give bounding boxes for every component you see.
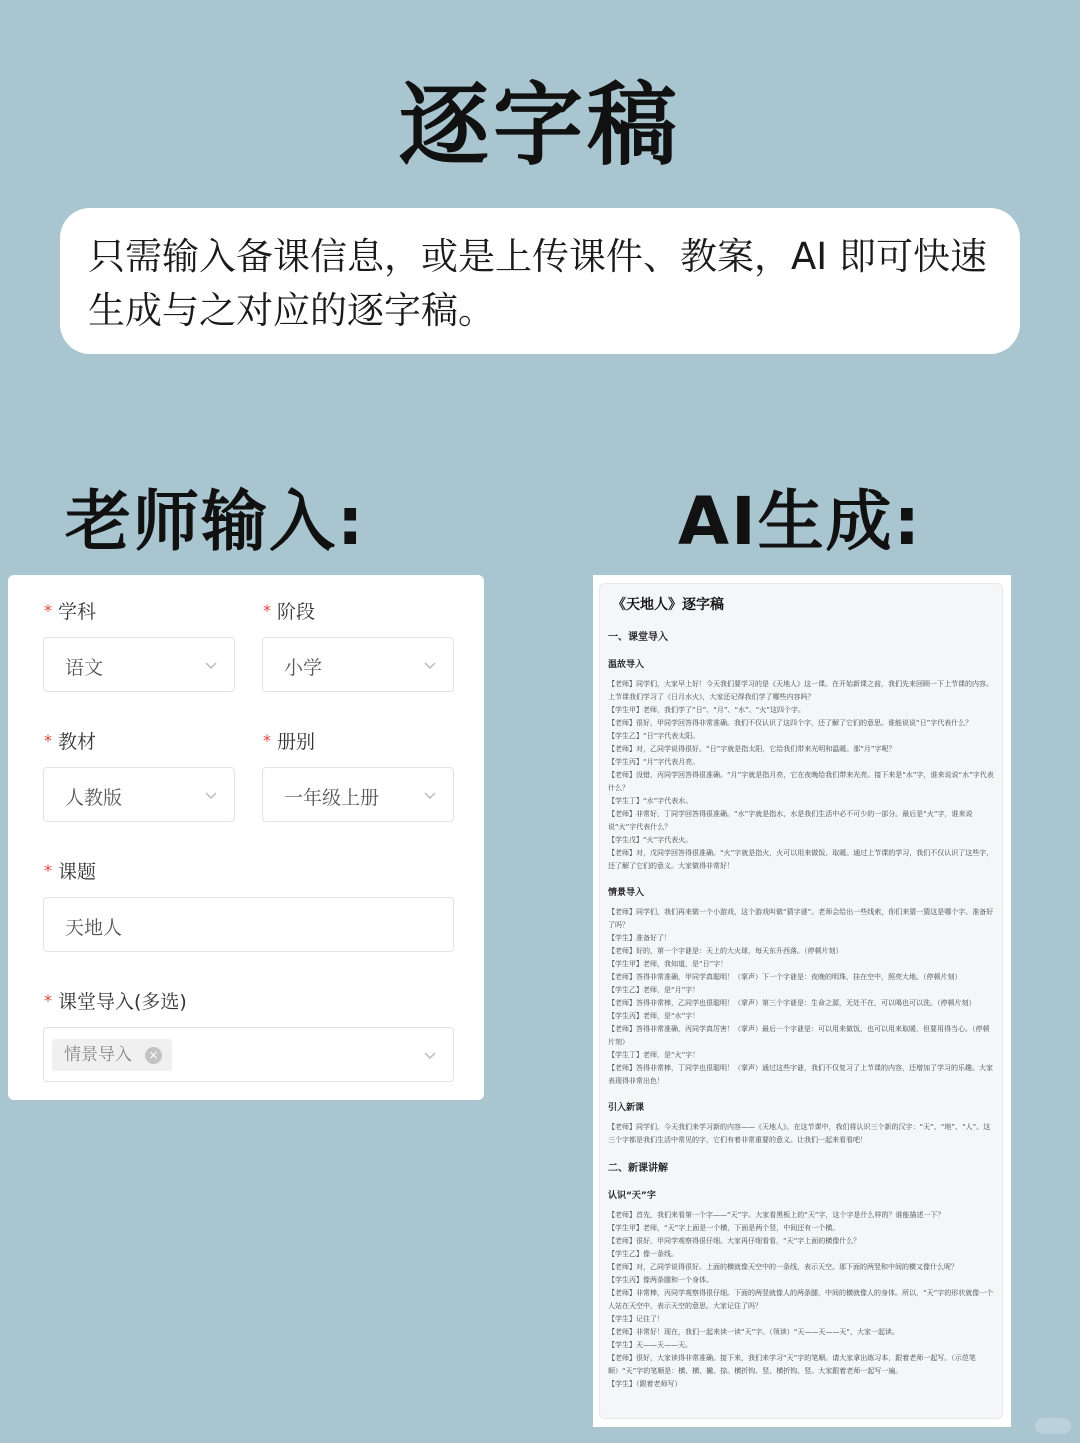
textbook-value: 人教版 — [65, 787, 123, 809]
description-text: 只需输入备课信息，或是上传课件、教案，AI 即可快速生成与之对应的逐字稿。 — [88, 235, 987, 332]
generated-document-frame — [593, 575, 1011, 1427]
teacher-input-heading: 老师输入: — [65, 483, 366, 560]
subject-value: 语文 — [65, 657, 104, 679]
chevron-down-icon — [423, 658, 437, 672]
subsection-body — [608, 1209, 994, 1391]
dialogue-line: 【老师】对，戊同学回答得很准确。“火”字就是指火，火可以用来做饭、取暖。通过上节课的学习，我们不仅认识了这些字，还了解了它们的意义。大家做得非常好！ — [608, 849, 994, 870]
dialogue-line: 【学生戊】“火”字代表火。 — [608, 836, 693, 844]
dialogue-line: 【学生丙】像两条腿和一个身体。 — [608, 1276, 713, 1284]
dialogue-line: 【老师】非常棒，丙同学观察得很仔细。下面的两竖就像人的两条腿，中间的横就像人的身体。所以，“天”字的形状就像一个人站在天空中，表示天空的意思。大家记住了吗？ — [608, 1289, 994, 1310]
chevron-down-icon — [204, 658, 218, 672]
subsection-body — [608, 906, 994, 1088]
description-card — [60, 208, 1020, 354]
dialogue-line: 【学生】天——天——天。 — [608, 1341, 692, 1349]
dialogue-line: 【学生乙】老师，是“月”字！ — [608, 986, 700, 994]
intro-multiselect[interactable] — [43, 1027, 454, 1082]
dialogue-line: 【老师】同学们，今天我们来学习新的内容——《天地人》。在这节课中，我们将认识三个新的汉字：“天”、“地”、“人”。这三个字都是我们生活中常见的字，它们有着非常重要的意义。让我们一起来看看吧！ — [608, 1123, 991, 1144]
dialogue-line: 【学生】记住了！ — [608, 1315, 664, 1323]
required-mark: * — [44, 861, 52, 880]
dialogue-line: 【学生丁】老师，是“火”字！ — [608, 1051, 700, 1059]
topic-label: * 课题 — [44, 861, 97, 883]
selected-tag — [52, 1039, 172, 1071]
dialogue-line: 【老师】答得非常棒，丁同学也很聪明！（掌声）通过这些字谜，我们不仅复习了上节课的内容，还增加了学习的乐趣。大家表现得非常出色！ — [608, 1064, 993, 1085]
subsection-heading: 温故导入 — [608, 660, 645, 670]
subject-select[interactable] — [43, 637, 235, 692]
dialogue-line: 【老师】同学们，我们再来做一个小游戏，这个游戏叫做“猜字谜”。老师会给出一些线索，你们来猜一猜这是哪个字。准备好了吗？ — [608, 908, 994, 929]
dialogue-line: 【老师】很好，甲同学观察得很仔细。大家再仔细看看，“天”字上面的横像什么？ — [608, 1237, 861, 1245]
dialogue-line: 【老师】对，乙同学说得很好。“日”字就是指太阳，它给我们带来光明和温暖。那“月”字呢？ — [608, 745, 896, 753]
required-mark: * — [44, 601, 52, 620]
topic-value: 天地人 — [65, 917, 123, 939]
stage-label: * 阶段 — [263, 601, 316, 623]
section-heading: 一、课堂导入 — [608, 632, 668, 643]
chevron-down-icon — [423, 1048, 437, 1062]
dialogue-line: 【老师】非常好！现在，我们一起来读一读“天”字。（领读）“天——天——天”，大家一起读。 — [608, 1328, 900, 1336]
subsection-heading: 引入新课 — [608, 1103, 645, 1113]
dialogue-line: 【老师】好的，第一个字谜是：天上的大火球，每天东升西落。（停顿片刻） — [608, 947, 843, 955]
subsection-heading: 认识“天”字 — [608, 1191, 656, 1201]
dialogue-line: 【老师】同学们，大家早上好！今天我们要学习的是《天地人》这一课。在开始新课之前，我们先来回顾一下上节课的内容。上节课我们学习了《日月水火》，大家还记得我们学了哪些内容吗？ — [608, 680, 993, 701]
dialogue-line: 【学生乙】“日”字代表太阳。 — [608, 732, 700, 740]
page-title: 逐字稿 — [399, 73, 681, 178]
dialogue-line: 【学生甲】老师，“天”字上面是一个横，下面是两个竖，中间还有一个横。 — [608, 1224, 840, 1232]
dialogue-line: 【学生丙】老师，是“水”字！ — [608, 1012, 700, 1020]
topic-input[interactable] — [43, 897, 454, 952]
stage-select[interactable] — [262, 637, 454, 692]
textbook-label: * 教材 — [44, 731, 97, 753]
subsection-body — [608, 678, 994, 873]
dialogue-line: 【学生】准备好了！ — [608, 934, 671, 942]
volume-select[interactable] — [262, 767, 454, 822]
dialogue-line: 【学生】（跟着老师写） — [608, 1380, 682, 1388]
volume-label: * 册别 — [263, 731, 316, 753]
dialogue-line: 【学生乙】像一条线。 — [608, 1250, 678, 1258]
section-heading: 二、新课讲解 — [608, 1163, 668, 1174]
dialogue-line: 【老师】没错，丙同学回答得很准确。“月”字就是指月亮，它在夜晚给我们带来光亮。接下来是“水”字，谁来说说“水”字代表什么？ — [608, 771, 994, 792]
required-mark: * — [44, 991, 52, 1010]
dialogue-line: 【老师】对，乙同学说得很好。上面的横就像天空中的一条线，表示天空。那下面的两竖和中间的横又像什么呢？ — [608, 1263, 958, 1271]
dialogue-line: 【老师】答得非常准确，甲同学真聪明！（掌声）下一个字谜是：夜晚的明珠，挂在空中，照亮大地。（停顿片刻） — [608, 973, 962, 981]
subsection-body — [608, 1121, 994, 1147]
required-mark: * — [263, 601, 271, 620]
dialogue-line: 【老师】很好，甲同学回答得非常准确。我们不仅认识了这四个字，还了解了它们的意思。谁能说说“日”字代表什么？ — [608, 719, 973, 727]
dialogue-line: 【学生甲】老师，我们学了“日”、“月”、“水”、“火”这四个字。 — [608, 706, 806, 714]
dialogue-line: 【学生丁】“水”字代表水。 — [608, 797, 693, 805]
subject-label: * 学科 — [44, 601, 97, 623]
dialogue-line: 【老师】答得非常准确，丙同学真厉害！（掌声）最后一个字谜是：可以用来做饭，也可以用来取暖，但要用得当心。（停顿片刻） — [608, 1025, 990, 1046]
watermark-badge — [1035, 1418, 1071, 1434]
subsection-heading: 情景导入 — [608, 888, 645, 898]
chevron-down-icon — [423, 788, 437, 802]
volume-value: 一年级上册 — [284, 787, 380, 809]
required-mark: * — [263, 731, 271, 750]
stage-value: 小学 — [284, 657, 323, 679]
lesson-form — [8, 575, 484, 1100]
dialogue-line: 【老师】答得非常棒，乙同学也很聪明！（掌声）第三个字谜是：生命之源，无处不在，可以喝也可以洗。（停顿片刻） — [608, 999, 976, 1007]
close-icon[interactable]: × — [145, 1047, 162, 1064]
selected-tag-label: 情景导入 — [64, 1045, 132, 1065]
chevron-down-icon — [204, 788, 218, 802]
dialogue-line: 【老师】很好，大家读得非常准确。接下来，我们来学习“天”字的笔顺。请大家拿出练习本，跟着老师一起写。（示范笔顺）“天”字的笔顺是：横、横、撇、捺。横折钩、竖、横折钩、竖。大家跟着老师一起写一遍。 — [608, 1354, 976, 1375]
dialogue-line: 【老师】首先，我们来看第一个字——“天”字。大家看黑板上的“天”字，这个字是什么样的？谁能描述一下？ — [608, 1211, 945, 1219]
dialogue-line: 【学生甲】老师，我知道，是“日”字！ — [608, 960, 728, 968]
ai-output-heading: AI生成: — [678, 483, 923, 560]
dialogue-line: 【老师】非常好，丁同学回答得很准确。“水”字就是指水，水是我们生活中必不可少的一部分。最后是“火”字，谁来说说“火”字代表什么？ — [608, 810, 973, 831]
document-title: 《天地人》逐字稿 — [612, 597, 724, 613]
required-mark: * — [44, 731, 52, 750]
intro-label: * 课堂导入(多选) — [44, 991, 187, 1013]
generated-document[interactable] — [599, 583, 1003, 1419]
textbook-select[interactable] — [43, 767, 235, 822]
dialogue-line: 【学生丙】“月”字代表月亮。 — [608, 758, 700, 766]
